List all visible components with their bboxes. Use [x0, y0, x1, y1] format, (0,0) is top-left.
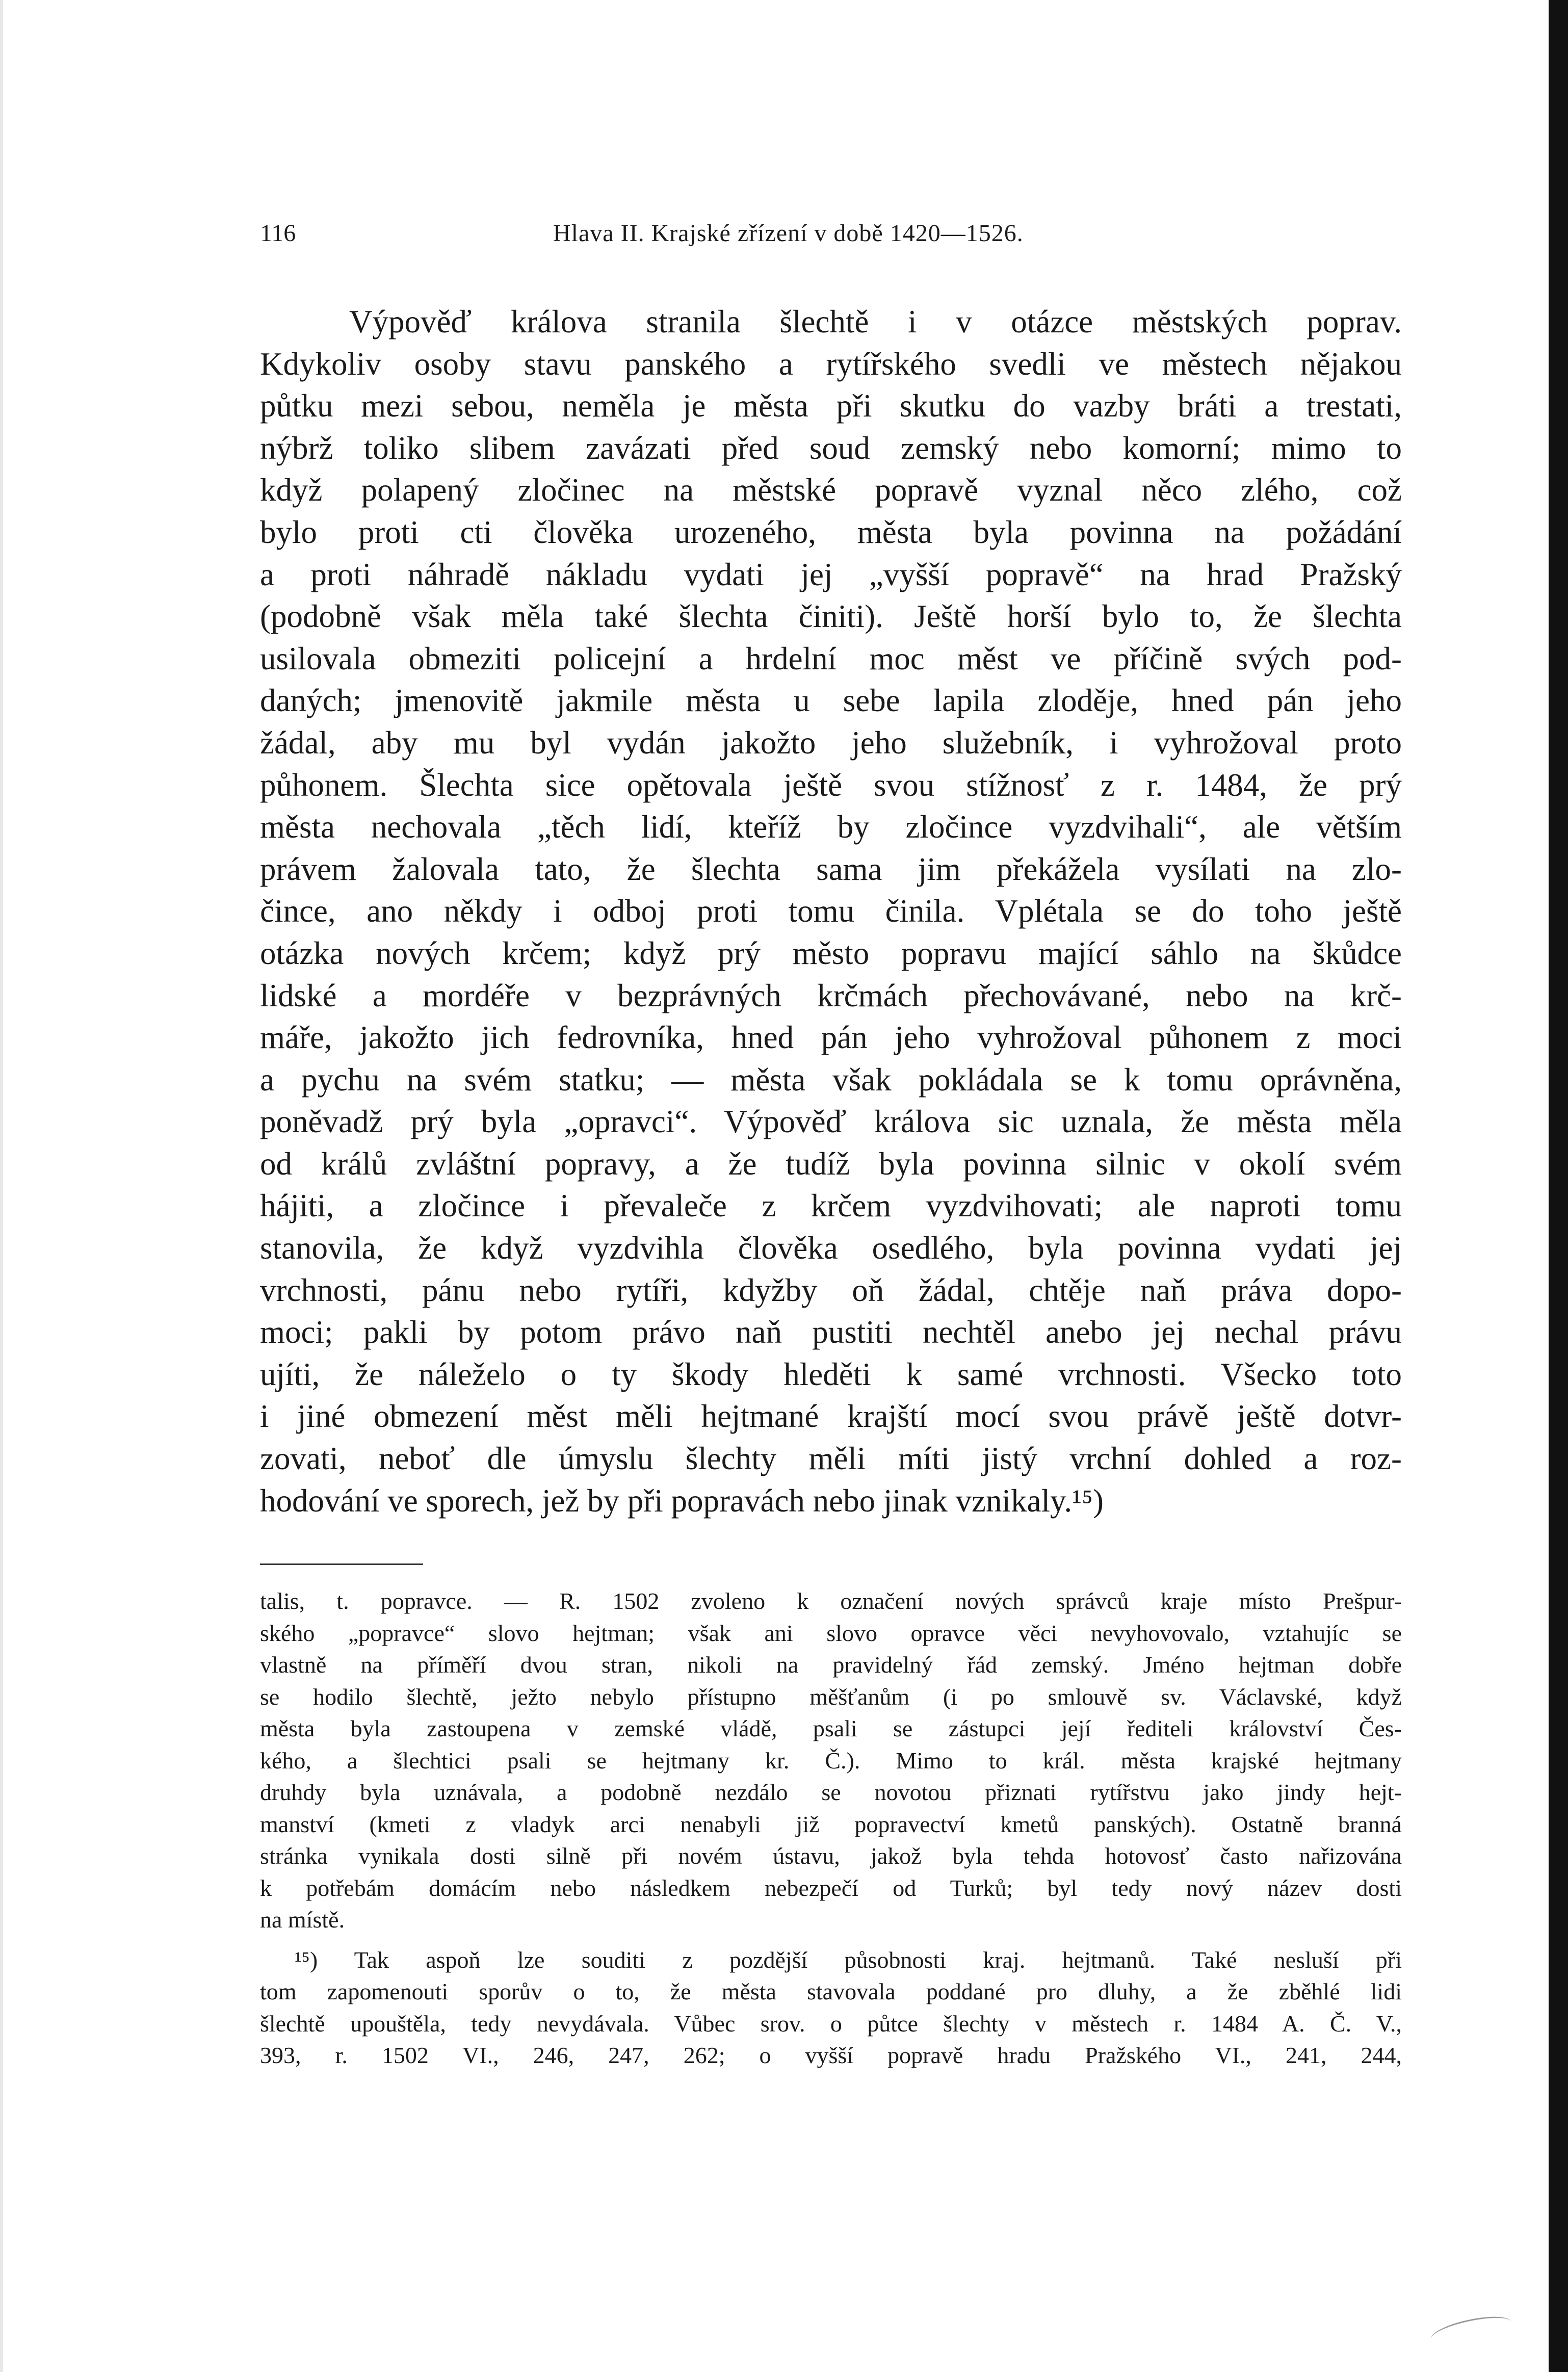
footnote-line: šlechtě upouštěla, tedy nevydávala. Vůbec srov. o půtce šlechty v městech r. 1484 A. Č. V.,: [260, 2010, 1402, 2037]
scan-corner-mark: [1429, 2311, 1513, 2350]
text-line: (podobně však měla také šlechta činiti). Ještě horší bylo to, že šlechta: [260, 598, 1402, 635]
text-line: i jiné obmezení měst měli hejtmané krajští mocí svou právě ještě dotvr-: [260, 1398, 1402, 1435]
footnote-line: města byla zastoupena v zemské vládě, psali se zástupci její řediteli království Čes-: [260, 1715, 1402, 1742]
text-line: vrchnosti, pánu nebo rytíři, kdyžby oň žádal, chtěje naň práva dopo-: [260, 1272, 1402, 1308]
footnote-line: stránka vynikala dosti silně při novém ústavu, jakož byla tehda hotovosť často nařizována: [260, 1843, 1402, 1869]
text-line: a proti náhradě nákladu vydati jej „vyšší popravě“ na hrad Pražský: [260, 556, 1402, 592]
footnote-line: vlastně na příměří dvou stran, nikoli na pravidelný řád zemský. Jméno hejtman dobře: [260, 1652, 1402, 1678]
running-head: [260, 219, 1402, 255]
footnote-line: ského „popravce“ slovo hejtman; však ani slovo opravce věci nevyhovovalo, vztahujíc se: [260, 1620, 1402, 1646]
document-page: [260, 219, 1402, 2072]
text-line: moci; pakli by potom právo naň pustiti nechtěl anebo jej nechal právu: [260, 1314, 1402, 1350]
text-line: otázka nových krčem; když prý město popravu mající sáhlo na škůdce: [260, 935, 1402, 971]
scan-edge-left: [0, 0, 3, 2372]
text-line: bylo proti cti člověka urozeného, města byla povinna na požádání: [260, 514, 1402, 550]
text-line: poněvadž prý byla „opravci“. Výpověď králova sic uznala, že města měla: [260, 1104, 1402, 1140]
text-line: půhonem. Šlechta sice opětovala ještě svou stížnosť z r. 1484, že prý: [260, 767, 1402, 803]
footnote-line: 393, r. 1502 VI., 246, 247, 262; o vyšší popravě hradu Pražského VI., 241, 244,: [260, 2042, 1402, 2069]
text-line: právem žalovala tato, že šlechta sama jim překážela vysílati na zlo-: [260, 851, 1402, 887]
footnote-line: kého, a šlechtici psali se hejtmany kr. Č.). Mimo to král. města krajské hejtmany: [260, 1747, 1402, 1774]
text-line: žádal, aby mu byl vydán jakožto jeho služebník, i vyhrožoval proto: [260, 724, 1402, 761]
footnote-gap: [260, 1936, 1402, 1944]
text-line: stanovila, že když vyzdvihla člověka osedlého, byla povinna vydati jej: [260, 1230, 1402, 1266]
page-number: 116: [260, 220, 296, 247]
text-line: Kdykoliv osoby stavu panského a rytířského svedli ve městech nějakou: [260, 346, 1402, 382]
text-line: máře, jakožto jich fedrovníka, hned pán jeho vyhrožoval půhonem z moci: [260, 1020, 1402, 1056]
scan-edge-right: [1549, 0, 1568, 2372]
text-line: města nechovala „těch lidí, kteříž by zločince vyzdvihali“, ale větším: [260, 809, 1402, 845]
footnote-rule: [260, 1563, 423, 1565]
text-line: Výpověď králova stranila šlechtě i v otázce městských poprav.: [349, 304, 1402, 340]
footnote-line: manství (kmeti z vladyk arci nenabyli již popravectví kmetů panských). Ostatně branná: [260, 1811, 1402, 1837]
text-line: lidské a mordéře v bezprávných krčmách přechovávané, nebo na krč-: [260, 977, 1402, 1013]
footnote-line: talis, t. popravce. — R. 1502 zvoleno k označení nových správců kraje místo Prešpur-: [260, 1588, 1402, 1614]
footnote-line: k potřebám domácím nebo následkem nebezpečí od Turků; byl tedy nový název dosti: [260, 1874, 1402, 1901]
text-line: hájiti, a zločince i převaleče z krčem vyzdvihovati; ale naproti tomu: [260, 1188, 1402, 1224]
footnote-line: tom zapomenouti sporův o to, že města stavovala poddané pro dluhy, a že zběhlé lidi: [260, 1978, 1402, 2005]
text-line: když polapený zločinec na městské popravě vyznal něco zlého, což: [260, 472, 1402, 508]
footnote-14-continuation: [260, 1585, 1402, 1936]
text-line: zovati, neboť dle úmyslu šlechty měli míti jistý vrchní dohled a roz-: [260, 1441, 1402, 1477]
text-line: od králů zvláštní popravy, a že tudíž byla povinna silnic v okolí svém: [260, 1145, 1402, 1182]
text-line: usilovala obmeziti policejní a hrdelní moc měst ve příčině svých pod-: [260, 640, 1402, 676]
footnote-15: [260, 1944, 1402, 2072]
text-line: hodování ve sporech, jež by při popravách nebo jinak vznikaly.¹⁵): [260, 1482, 1104, 1519]
text-line: nýbrž toliko slibem zavázati před soud zemský nebo komorní; mimo to: [260, 430, 1402, 466]
text-line: půtku mezi sebou, neměla je města při skutku do vazby bráti a trestati,: [260, 388, 1402, 424]
footnote-line: ¹⁵) Tak aspoň lze souditi z pozdější působnosti kraj. hejtmanů. Také nesluší při: [295, 1946, 1402, 1973]
footnotes: [260, 1585, 1402, 2072]
running-title: Hlava II. Krajské zřízení v době 1420—1526.: [553, 220, 1024, 247]
text-line: ujíti, že náleželo o ty škody hleděti k samé vrchnosti. Všecko toto: [260, 1356, 1402, 1392]
text-line: daných; jmenovitě jakmile města u sebe lapila zloděje, hned pán jeho: [260, 683, 1402, 719]
text-line: a pychu na svém statku; — města však pokládala se k tomu oprávněna,: [260, 1061, 1402, 1098]
main-text: [260, 301, 1402, 1522]
footnote-line: se hodilo šlechtě, ježto nebylo přístupno měšťanům (i po smlouvě sv. Václavské, když: [260, 1683, 1402, 1710]
text-line: čince, ano někdy i odboj proti tomu činila. Vplétala se do toho ještě: [260, 893, 1402, 929]
footnote-line: na místě.: [260, 1907, 345, 1933]
footnote-line: druhdy byla uznávala, a podobně nezdálo se novotou přiznati rytířstvu jako jindy hejt-: [260, 1779, 1402, 1806]
